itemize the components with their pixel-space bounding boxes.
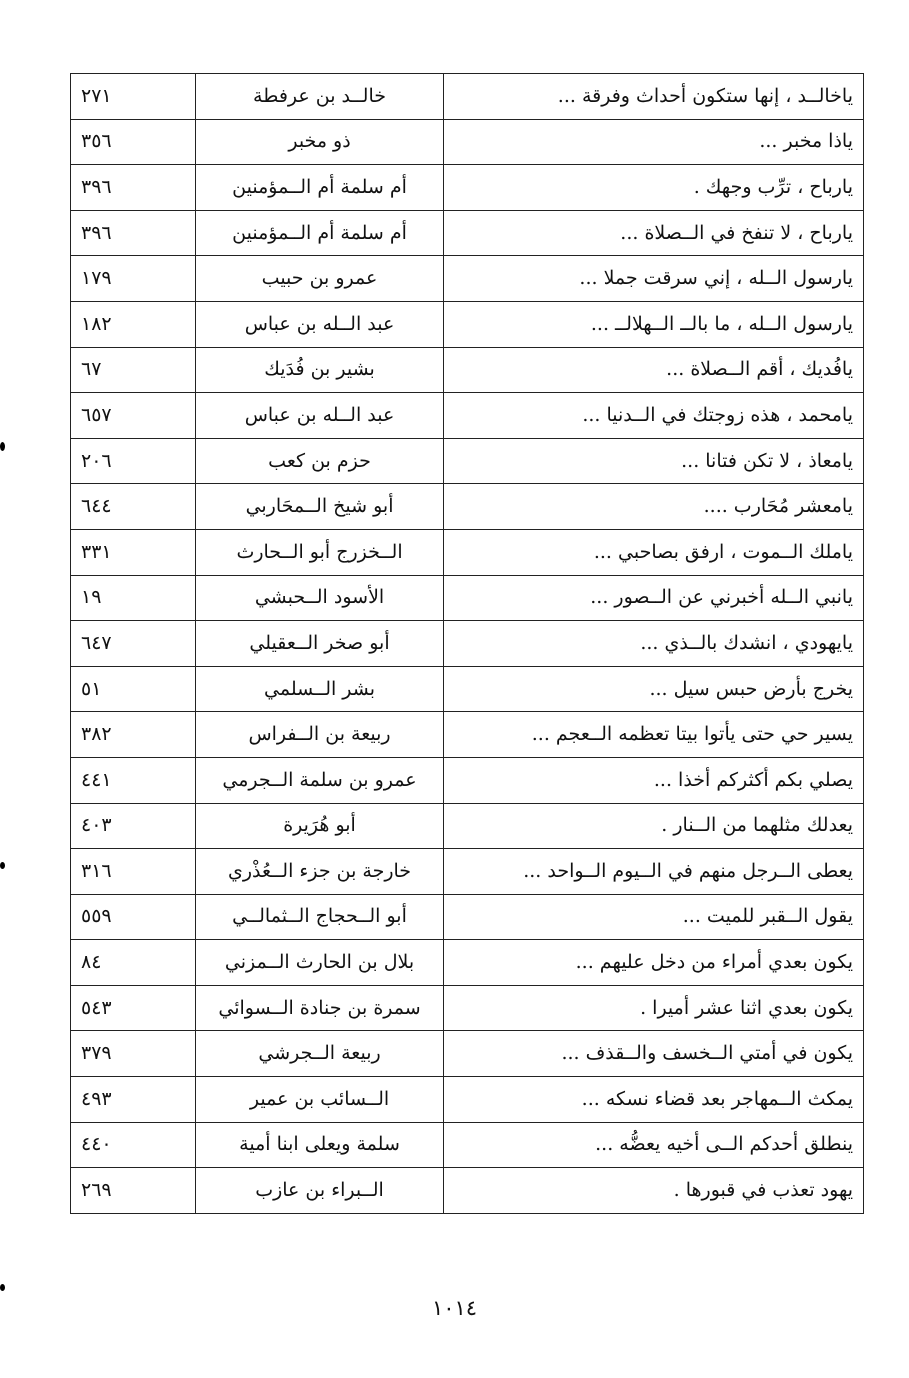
page-ref-cell: ٥٥٩ [71, 894, 196, 940]
narrator-cell: الأسود الــحبشي [196, 575, 443, 621]
narrator-cell: بشر الــسلمي [196, 666, 443, 712]
table-row [71, 74, 864, 120]
page-ref-cell: ٨٤ [71, 940, 196, 986]
page-ref-cell: ٤٤١ [71, 757, 196, 803]
narrator-cell: بشير بن فُدَيك [196, 347, 443, 393]
narrator-cell: أبو هُرَيرة [196, 803, 443, 849]
page-ref-cell: ٥١ [71, 666, 196, 712]
narrator-cell: ربيعة بن الــفراس [196, 712, 443, 758]
hadith-text-cell: يانبي الــله أخبرني عن الــصور ... [443, 575, 863, 621]
hadith-text-cell: يقول الــقبر للميت ... [443, 894, 863, 940]
hadith-text-cell: يكون بعدي أمراء من دخل عليهم ... [443, 940, 863, 986]
table-row [71, 1168, 864, 1214]
page-ref-cell: ٤٠٣ [71, 803, 196, 849]
hadith-text-cell: يافُديك ، أقم الــصلاة ... [443, 347, 863, 393]
hadith-text-cell: ينطلق أحدكم الــى أخيه يعضُّه ... [443, 1122, 863, 1168]
table-row [71, 484, 864, 530]
narrator-cell: أم سلمة أم الــمؤمنين [196, 210, 443, 256]
narrator-cell: أبو صخر الــعقيلي [196, 621, 443, 667]
hadith-text-cell: يصلي بكم أكثركم أخذا ... [443, 757, 863, 803]
hadith-text-cell: يعطى الــرجل منهم في الــيوم الــواحد ... [443, 849, 863, 895]
page-ref-cell: ٤٤٠ [71, 1122, 196, 1168]
page-ref-cell: ٣٩٦ [71, 210, 196, 256]
narrator-cell: عمرو بن سلمة الــجرمي [196, 757, 443, 803]
table-row [71, 529, 864, 575]
table-row [71, 210, 864, 256]
narrator-cell: سمرة بن جنادة الــسوائي [196, 985, 443, 1031]
page-ref-cell: ٢٠٦ [71, 438, 196, 484]
table-row [71, 757, 864, 803]
table-row [71, 1031, 864, 1077]
hadith-text-cell: يسير حي حتى يأتوا بيتا تعظمه الــعجم ... [443, 712, 863, 758]
narrator-cell: الــبراء بن عازب [196, 1168, 443, 1214]
scan-mark [0, 1284, 5, 1291]
hadith-text-cell: يامحمد ، هذه زوجتك في الــدنيا ... [443, 393, 863, 439]
table-body [71, 74, 864, 1214]
narrator-cell: خارجة بن جزء الــعُذْري [196, 849, 443, 895]
page-ref-cell: ٦٤٧ [71, 621, 196, 667]
hadith-text-cell: يكون بعدي اثنا عشر أميرا . [443, 985, 863, 1031]
narrator-cell: بلال بن الحارث الــمزني [196, 940, 443, 986]
narrator-cell: عمرو بن حبيب [196, 256, 443, 302]
table-row [71, 940, 864, 986]
page-ref-cell: ٥٤٣ [71, 985, 196, 1031]
page-ref-cell: ٣٧٩ [71, 1031, 196, 1077]
page-ref-cell: ٦٥٧ [71, 393, 196, 439]
table-row [71, 256, 864, 302]
table-row [71, 575, 864, 621]
page-ref-cell: ٦٤٤ [71, 484, 196, 530]
narrator-cell: عبد الــله بن عباس [196, 301, 443, 347]
page-ref-cell: ١٨٢ [71, 301, 196, 347]
page-ref-cell: ٢٦٩ [71, 1168, 196, 1214]
hadith-text-cell: يهود تعذب في قبورها . [443, 1168, 863, 1214]
page-ref-cell: ٤٩٣ [71, 1077, 196, 1123]
narrator-cell: ذو مخبر [196, 119, 443, 165]
hadith-text-cell: يارباح ، ترِّب وجهك . [443, 165, 863, 211]
page-ref-cell: ١٩ [71, 575, 196, 621]
hadith-text-cell: يامعاذ ، لا تكن فتانا ... [443, 438, 863, 484]
page-ref-cell: ٣٥٦ [71, 119, 196, 165]
narrator-cell: حزم بن كعب [196, 438, 443, 484]
narrator-cell: ربيعة الــجرشي [196, 1031, 443, 1077]
hadith-text-cell: ياخالــد ، إنها ستكون أحداث وفرقة ... [443, 74, 863, 120]
hadith-index-table [70, 73, 864, 1214]
narrator-cell: أبو شيخ الــمحَاربي [196, 484, 443, 530]
page-ref-cell: ٣٨٢ [71, 712, 196, 758]
hadith-text-cell: يارسول الــله ، إني سرقت جملا ... [443, 256, 863, 302]
table-row [71, 849, 864, 895]
table-row [71, 803, 864, 849]
page-ref-cell: ٣٩٦ [71, 165, 196, 211]
narrator-cell: الــسائب بن عمير [196, 1077, 443, 1123]
page-ref-cell: ١٧٩ [71, 256, 196, 302]
table-row [71, 621, 864, 667]
hadith-text-cell: يامعشر مُحَارب .... [443, 484, 863, 530]
hadith-text-cell: يمكث الــمهاجر بعد قضاء نسكه ... [443, 1077, 863, 1123]
page-ref-cell: ٣١٦ [71, 849, 196, 895]
hadith-text-cell: يايهودي ، انشدك بالــذي ... [443, 621, 863, 667]
narrator-cell: الــخزرج أبو الــحارث [196, 529, 443, 575]
scan-mark [0, 442, 5, 451]
table-row [71, 712, 864, 758]
page-ref-cell: ٦٧ [71, 347, 196, 393]
page-ref-cell: ٣٣١ [71, 529, 196, 575]
hadith-text-cell: يكون في أمتي الــخسف والــقذف ... [443, 1031, 863, 1077]
narrator-cell: سلمة ويعلى ابنا أمية [196, 1122, 443, 1168]
table-row [71, 666, 864, 712]
narrator-cell: أبو الــحجاج الــثمالــي [196, 894, 443, 940]
hadith-text-cell: ياملك الــموت ، ارفق بصاحبي ... [443, 529, 863, 575]
table-row [71, 985, 864, 1031]
table-row [71, 347, 864, 393]
table-row [71, 1077, 864, 1123]
table-row [71, 894, 864, 940]
hadith-text-cell: يخرج بأرض حبس سيل ... [443, 666, 863, 712]
scan-mark [0, 862, 5, 869]
table-row [71, 393, 864, 439]
hadith-text-cell: يارسول الــله ، ما بالــ الــهلالــ ... [443, 301, 863, 347]
table-row [71, 438, 864, 484]
hadith-text-cell: يعدلك مثلهما من الــنار . [443, 803, 863, 849]
table-row [71, 119, 864, 165]
page-ref-cell: ٢٧١ [71, 74, 196, 120]
table-row [71, 301, 864, 347]
narrator-cell: أم سلمة أم الــمؤمنين [196, 165, 443, 211]
page-number: ١٠١٤ [431, 1296, 478, 1320]
narrator-cell: عبد الــله بن عباس [196, 393, 443, 439]
table-row [71, 165, 864, 211]
narrator-cell: خالــد بن عرفطة [196, 74, 443, 120]
table-row [71, 1122, 864, 1168]
hadith-text-cell: ياذا مخبر ... [443, 119, 863, 165]
hadith-text-cell: يارباح ، لا تنفخ في الــصلاة ... [443, 210, 863, 256]
